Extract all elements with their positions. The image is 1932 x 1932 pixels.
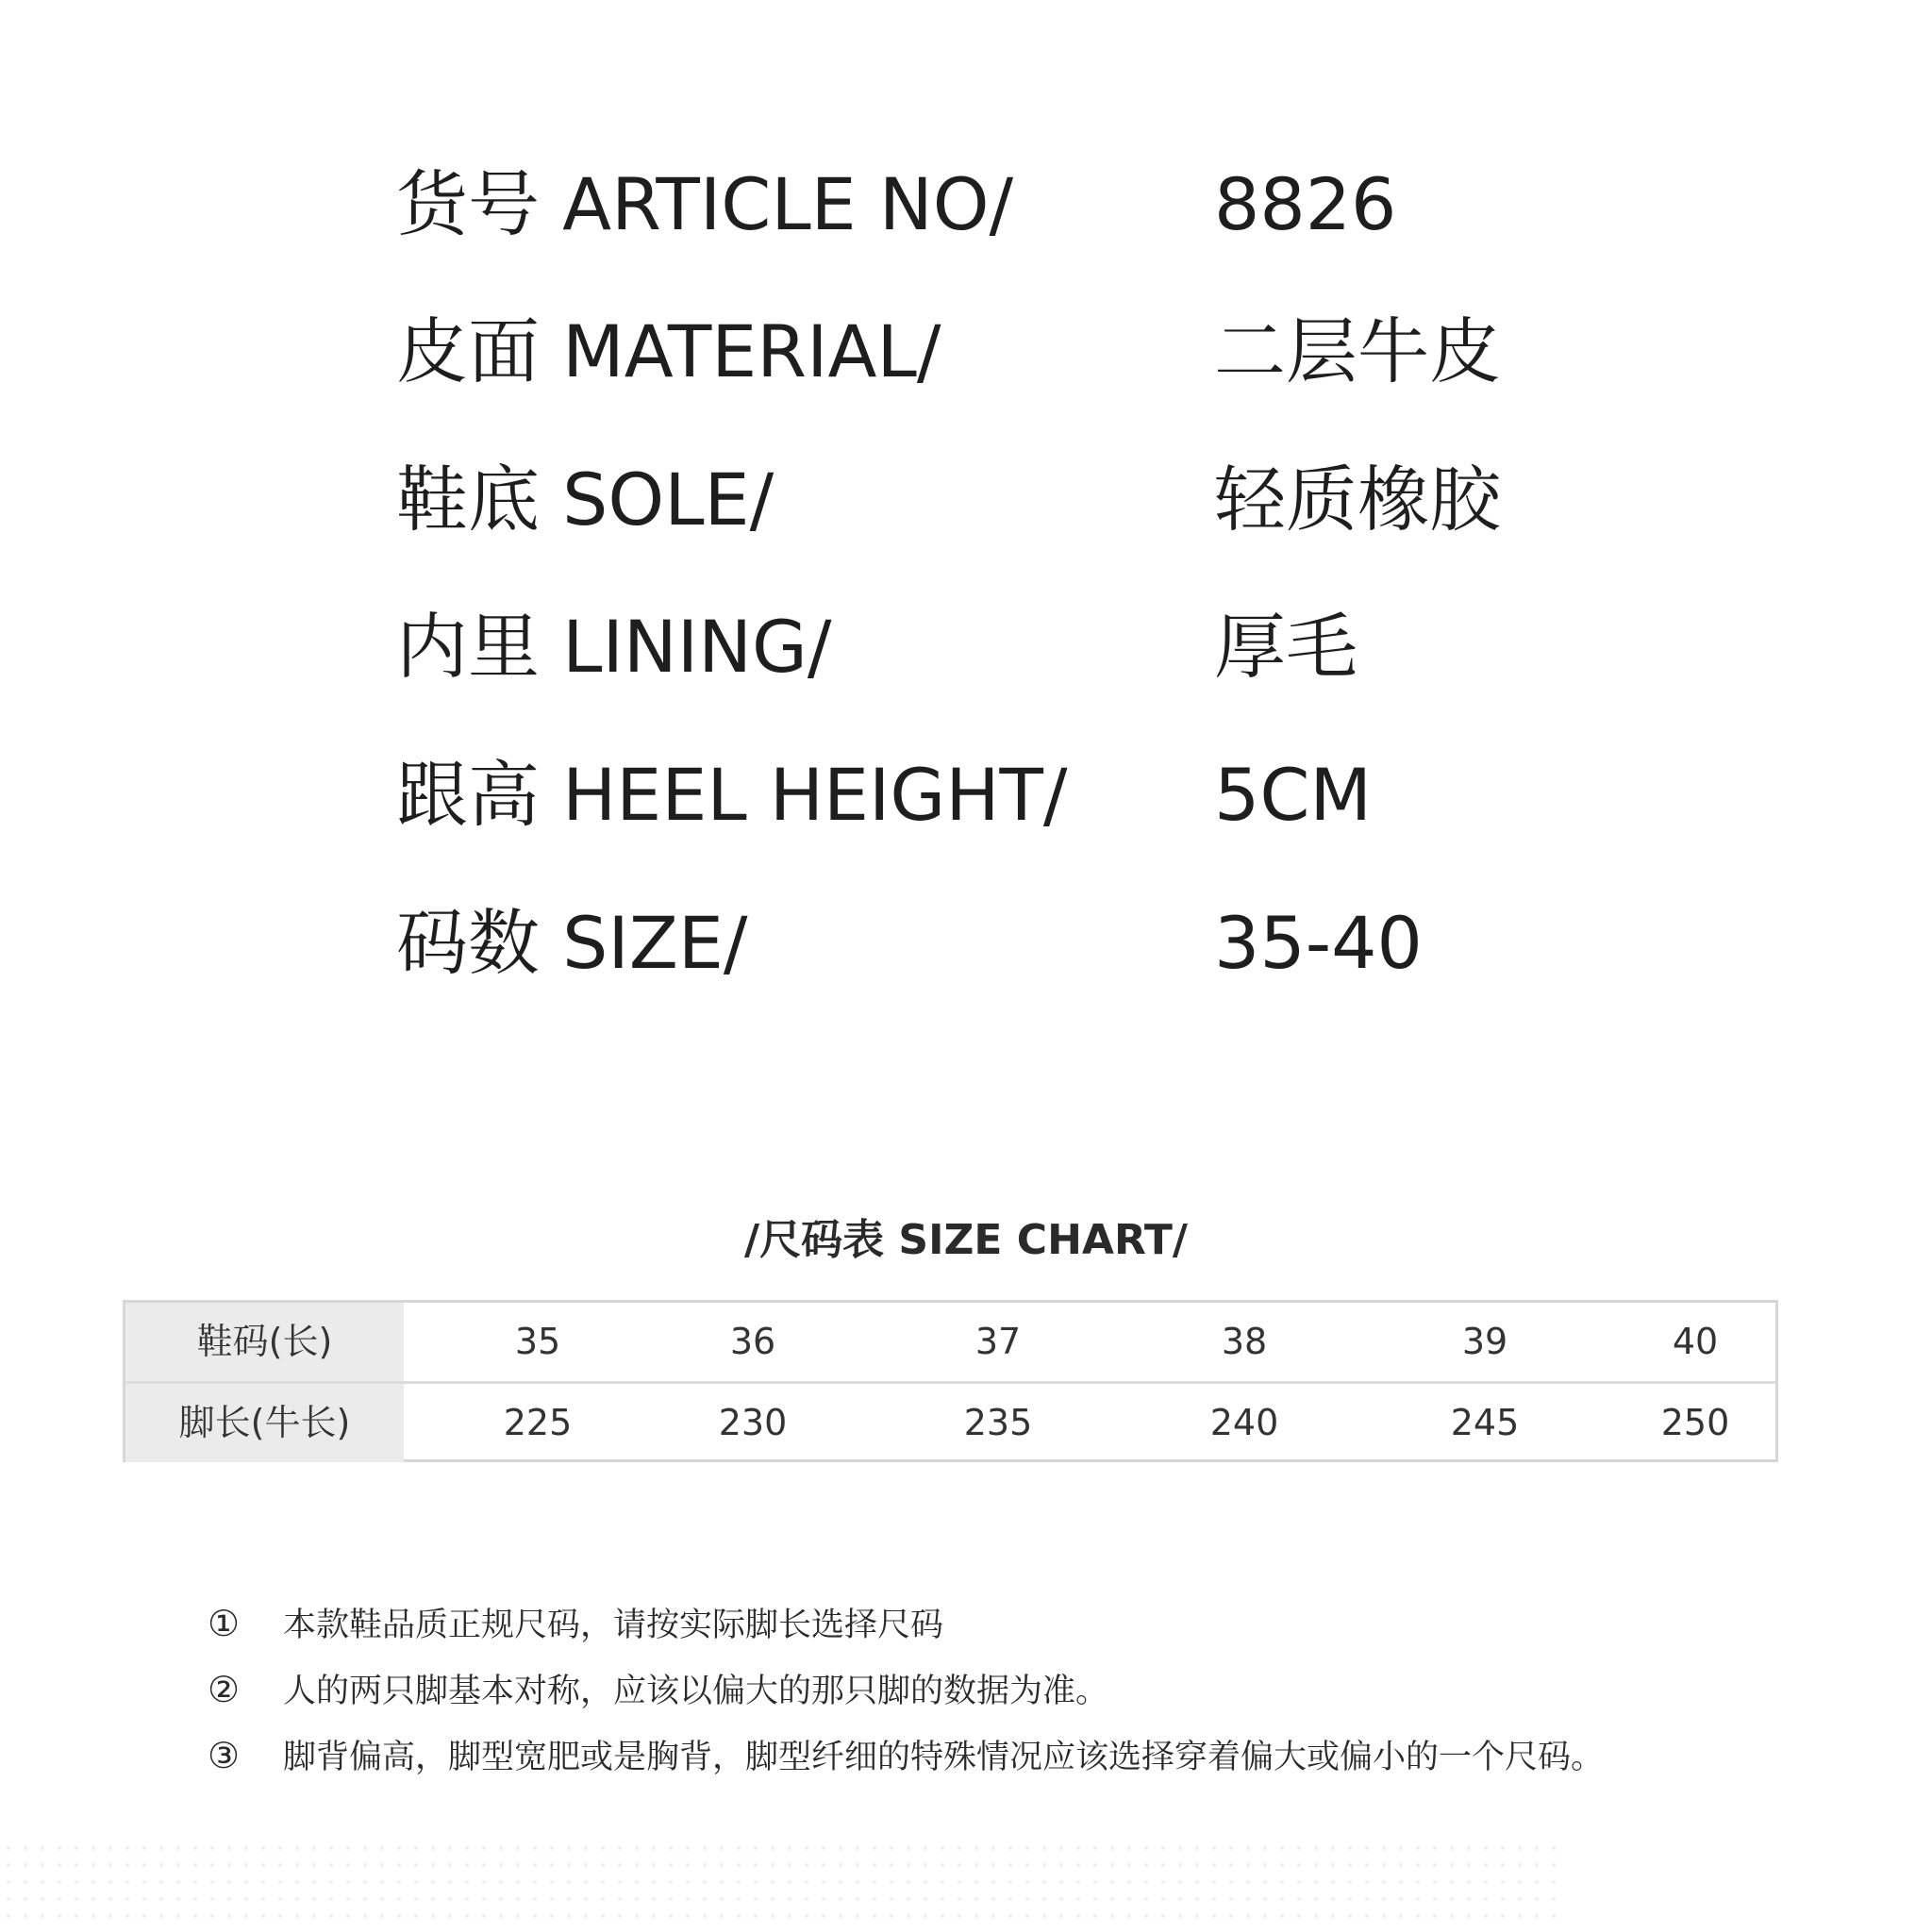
table-cell: 245 — [1450, 1402, 1520, 1443]
spec-value: 二层牛皮 — [1214, 309, 1501, 393]
note-number: ① — [208, 1603, 241, 1644]
table-cell: 230 — [718, 1402, 788, 1443]
table-cell: 37 — [974, 1321, 1022, 1362]
note-item — [208, 1661, 1108, 1718]
spec-row-sole — [0, 443, 1932, 557]
spec-label: 跟高 HEEL HEIGHT/ — [396, 753, 1068, 837]
spec-label: 货号 ARTICLE NO/ — [396, 162, 1014, 246]
spec-row-heel-height — [0, 739, 1932, 852]
spec-value: 轻质橡胶 — [1214, 458, 1501, 541]
table-cell: 225 — [503, 1402, 573, 1443]
size-chart-title: /尺码表 SIZE CHART/ — [744, 1216, 1188, 1264]
spec-value: 厚毛 — [1214, 605, 1357, 689]
table-cell: 40 — [1672, 1321, 1719, 1362]
note-number: ③ — [208, 1735, 241, 1776]
table-cell: 39 — [1461, 1321, 1508, 1362]
spec-label: 皮面 MATERIAL/ — [396, 309, 941, 393]
spec-value: 5CM — [1214, 753, 1372, 837]
row-header: 鞋码(长) — [125, 1303, 404, 1381]
spec-label: 鞋底 SOLE/ — [396, 458, 774, 541]
spec-row-size — [0, 887, 1932, 1000]
spec-label: 内里 LINING/ — [396, 605, 832, 689]
spec-value: 35-40 — [1214, 901, 1423, 985]
table-cell: 38 — [1221, 1321, 1268, 1362]
note-item — [208, 1595, 943, 1652]
spec-row-article-no — [0, 148, 1932, 261]
note-text: 人的两只脚基本对称，应该以偏大的那只脚的数据为准。 — [283, 1673, 1109, 1710]
table-cell: 36 — [729, 1321, 776, 1362]
table-cell: 235 — [963, 1402, 1033, 1443]
note-text: 脚背偏高，脚型宽肥或是胸背，脚型纤细的特殊情况应该选择穿着偏大或偏小的一个尺码。 — [283, 1739, 1605, 1776]
table-cell: 250 — [1660, 1402, 1730, 1443]
spec-row-lining — [0, 591, 1932, 704]
size-chart-table — [123, 1300, 1778, 1462]
table-row-shoe-size — [125, 1303, 1775, 1384]
row-header: 脚长(牛长) — [125, 1384, 404, 1462]
table-cell: 35 — [514, 1321, 561, 1362]
note-number: ② — [208, 1669, 241, 1710]
spec-label: 码数 SIZE/ — [396, 901, 748, 985]
spec-row-material — [0, 295, 1932, 408]
spec-value: 8826 — [1214, 162, 1397, 246]
decorative-dot-pattern — [0, 1840, 1557, 1924]
table-cell: 240 — [1209, 1402, 1279, 1443]
note-text: 本款鞋品质正规尺码，请按实际脚长选择尺码 — [283, 1607, 944, 1644]
table-row-foot-length — [125, 1384, 1775, 1462]
note-item — [208, 1727, 1604, 1784]
